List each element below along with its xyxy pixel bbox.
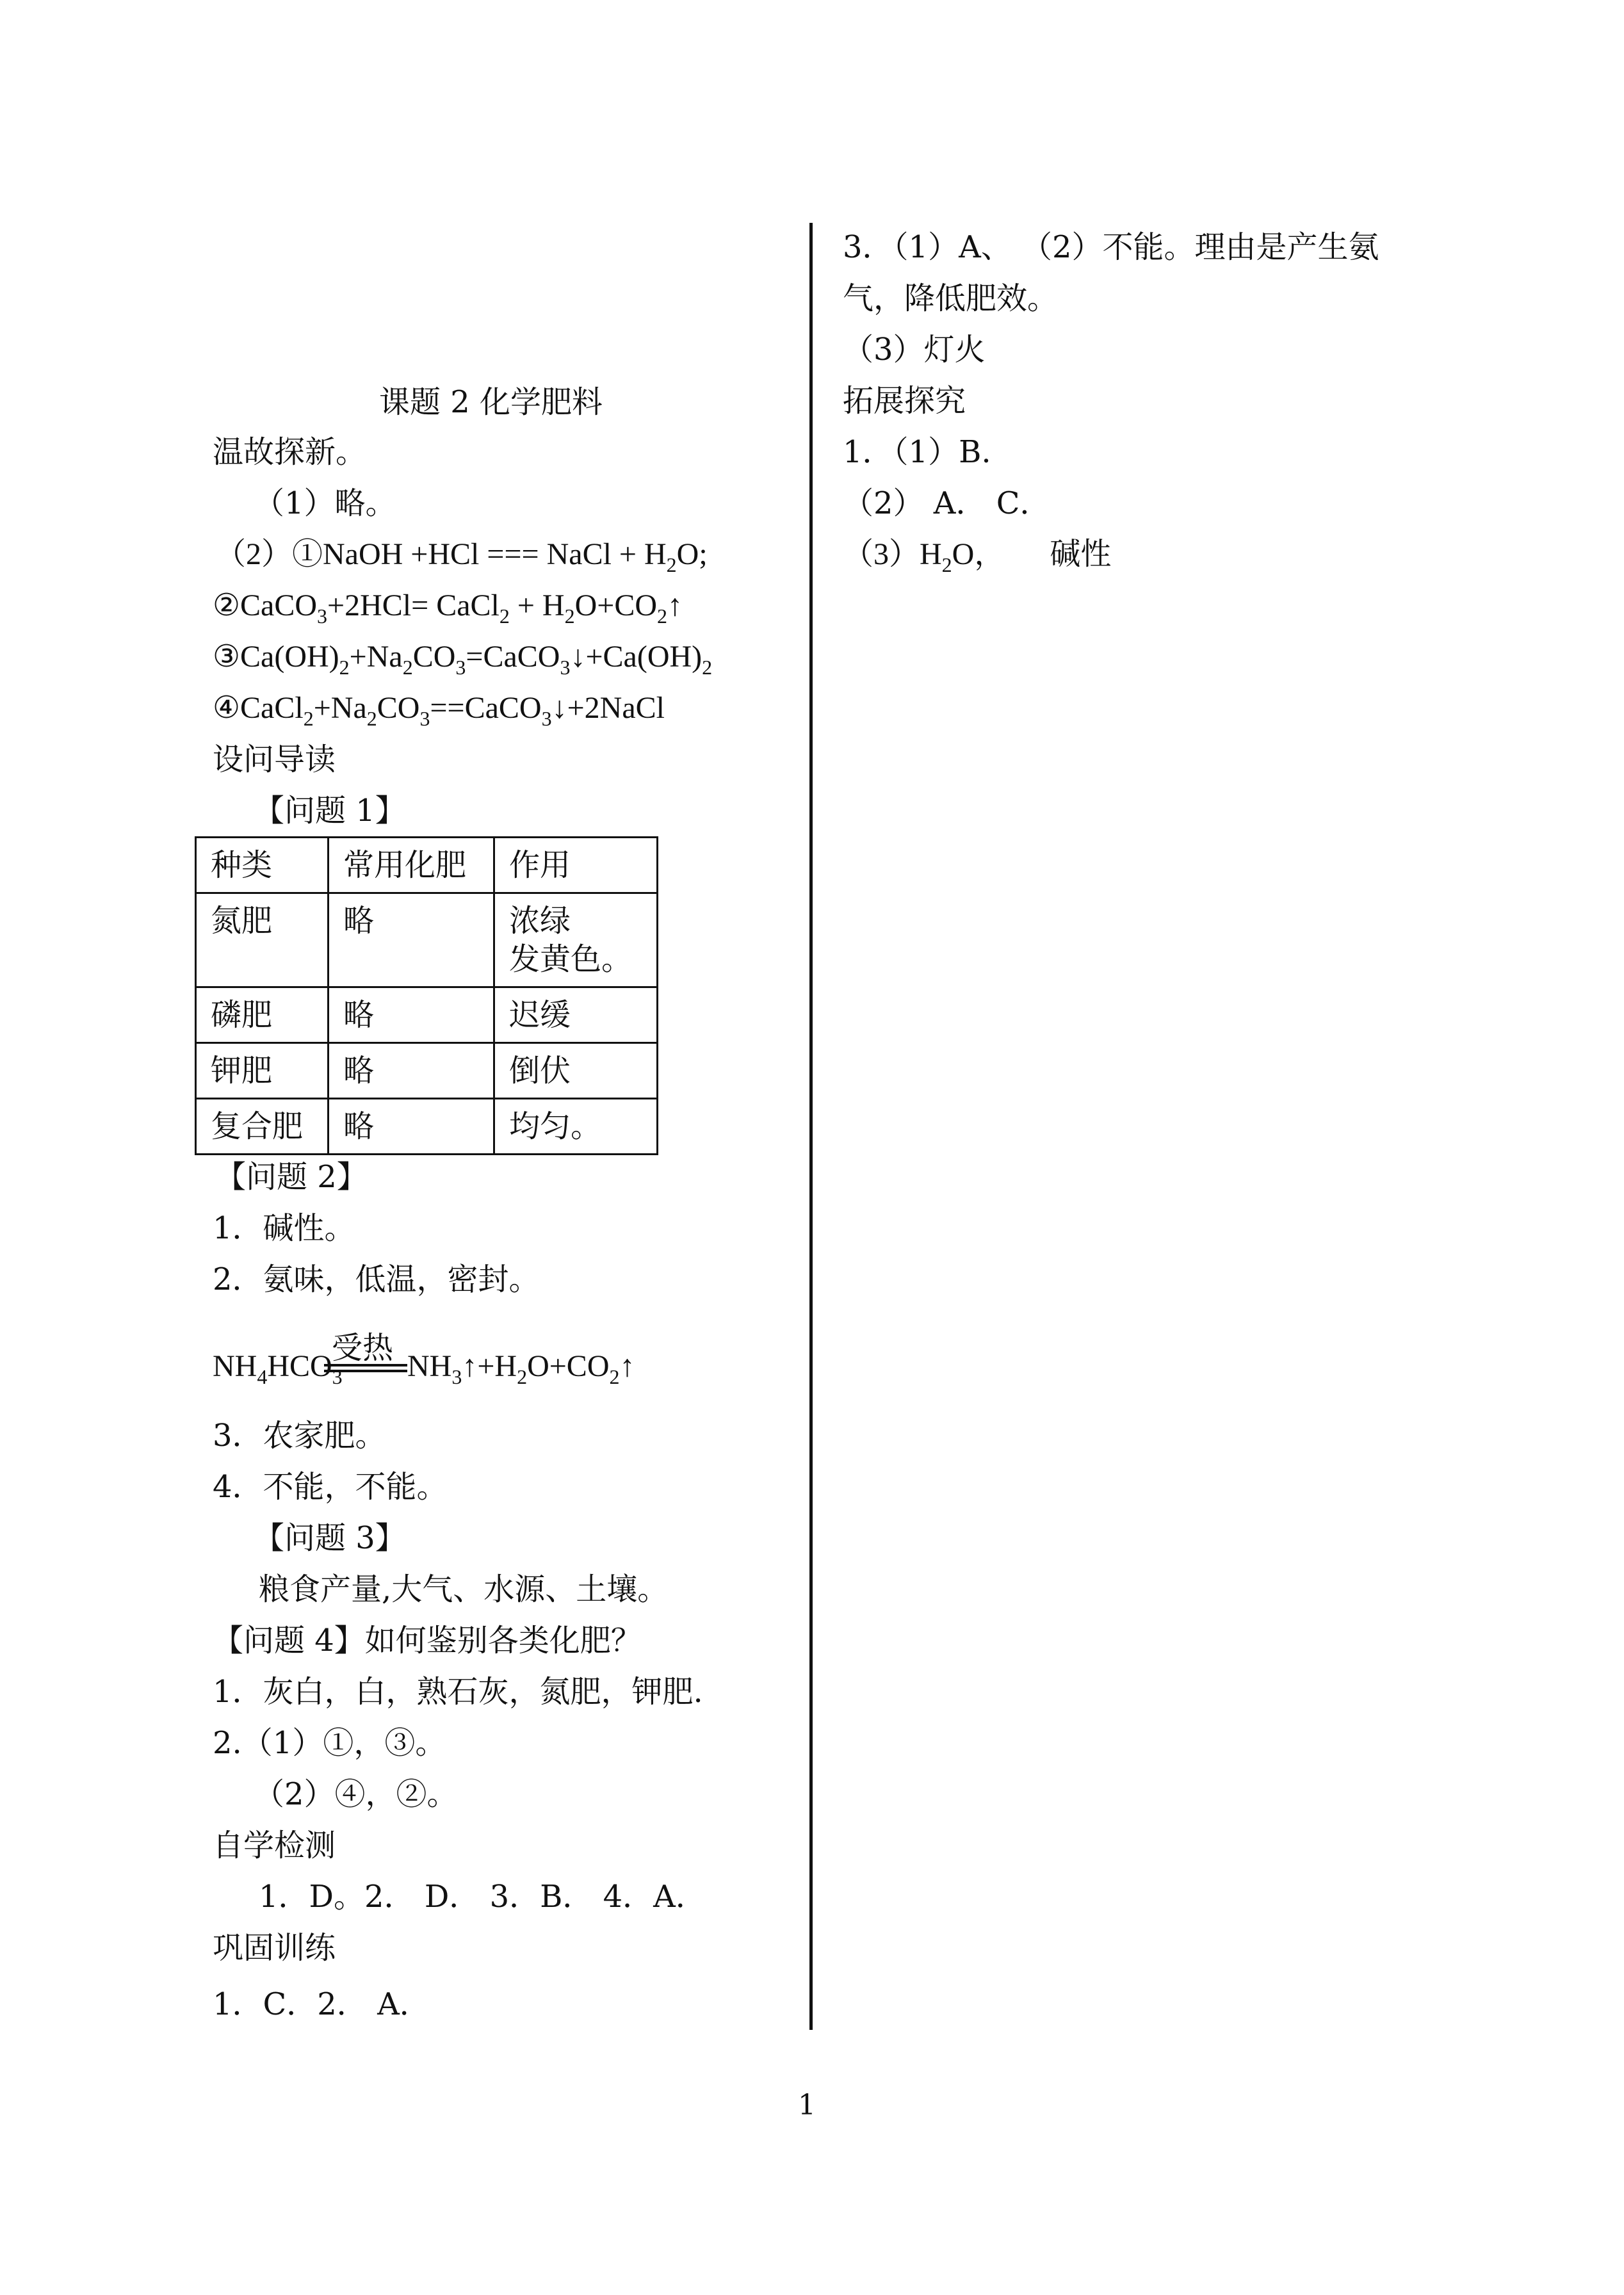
subscript: 2: [609, 1365, 620, 1388]
table-cell: 略: [329, 1099, 494, 1155]
question-2-answer-3: 3．农家肥。: [213, 1418, 386, 1454]
question-2-answer-4: 4．不能，不能。: [213, 1469, 448, 1505]
subscript: 3: [332, 1365, 343, 1388]
question-4-answer-2: 2.（1）①，③。: [213, 1725, 446, 1761]
section-review: 温故探新。: [213, 434, 367, 470]
eq-part: ↑+H: [462, 1349, 517, 1383]
up-arrow: ↑: [619, 1349, 635, 1383]
table-cell: 略: [329, 1043, 494, 1099]
table-cell: 略: [329, 987, 494, 1043]
page-title: 课题 2 化学肥料: [379, 384, 603, 420]
eq-part: O，: [952, 537, 1005, 571]
question-4-answer-1: 1．灰白，白，熟石灰，氮肥，钾肥.: [213, 1674, 703, 1710]
subscript: 2: [657, 604, 668, 628]
question-4-answer-3: （2）④，②。: [254, 1776, 458, 1812]
up-arrow: ↑: [667, 588, 683, 622]
eq-part: ④CaCl: [213, 691, 304, 725]
eq-part: + H: [509, 588, 565, 622]
eq-part: 碱性: [1050, 537, 1112, 571]
table-cell: 迟缓: [494, 987, 658, 1043]
eq-part: （2）①NaOH +HCl === NaCl + H: [215, 537, 667, 571]
subscript: 3: [541, 707, 552, 730]
review-equation-3: [213, 638, 713, 679]
decomposition-products: [407, 1347, 635, 1386]
reaction-condition: 受热: [332, 1330, 394, 1366]
subscript: 2: [402, 656, 413, 679]
section-extension: 拓展探究: [843, 383, 966, 419]
self-test-answers: 1．D。2． D． 3．B． 4．A．: [259, 1879, 706, 1915]
subscript: 2: [564, 604, 575, 628]
eq-part: NH: [213, 1349, 257, 1383]
eq-part: +Na: [313, 691, 367, 725]
subscript: 4: [257, 1365, 268, 1388]
double-line-sign: [324, 1364, 407, 1372]
question-3-answer: 粮食产量,大气、水源、土壤。: [259, 1571, 669, 1607]
eq-part: O+CO: [527, 1349, 610, 1383]
section-consolidation: 巩固训练: [213, 1930, 336, 1966]
question-1-heading: 【问题 1】: [254, 793, 406, 829]
extension-answer-2: （2） A． C．: [843, 485, 1051, 521]
eq-part: HCO: [267, 1349, 332, 1383]
review-equation-1: [215, 535, 708, 574]
right-answer-line-3: （3）灯火: [843, 332, 986, 368]
eq-part: ②CaCO: [213, 588, 318, 622]
review-equation-4: [213, 689, 665, 730]
eq-part: NH: [407, 1349, 452, 1383]
subscript: 2: [666, 553, 677, 576]
section-self-test: 自学检测: [213, 1828, 336, 1863]
decomposition-reactants: [213, 1347, 343, 1386]
eq-part: =CaCO: [466, 640, 560, 674]
eq-part: +Na: [349, 640, 403, 674]
question-4-heading: 【问题 4】如何鉴别各类化肥？: [213, 1623, 642, 1658]
table-header-cell: 种类: [196, 838, 329, 893]
table-cell: 氮肥: [196, 893, 329, 987]
table-cell: 倒伏: [494, 1043, 658, 1099]
right-answer-line-2: 气，降低肥效。: [843, 280, 1059, 316]
table-cell: 钾肥: [196, 1043, 329, 1099]
eq-part: +2HCl= CaCl: [327, 588, 499, 622]
table-header-row: [196, 838, 658, 893]
eq-part: ↓+2NaCl: [551, 691, 665, 725]
question-2-heading: 【问题 2】: [215, 1159, 368, 1195]
subscript: 2: [499, 604, 510, 628]
review-equation-2: [213, 587, 683, 628]
table-cell: 复合肥: [196, 1099, 329, 1155]
eq-part: CO: [412, 640, 456, 674]
question-3-heading: 【问题 3】: [254, 1520, 406, 1556]
right-answer-line-1: 3．（1）A、 （2）不能。理由是产生氨: [843, 229, 1379, 265]
subscript: 2: [303, 707, 314, 730]
question-2-answer-1: 1．碱性。: [213, 1210, 355, 1246]
eq-part: （3）H: [843, 537, 942, 571]
subscript: 2: [517, 1365, 528, 1388]
eq-part: ==CaCO: [430, 691, 542, 725]
eq-part: CO: [377, 691, 420, 725]
table-row: [196, 987, 658, 1043]
subscript: 3: [317, 604, 328, 628]
fertilizer-table: [195, 836, 658, 1155]
subscript: 2: [366, 707, 377, 730]
subscript: 2: [339, 656, 350, 679]
table-row: [196, 1043, 658, 1099]
table-cell: 浓绿 发黄色。: [494, 893, 658, 987]
subscript: 3: [419, 707, 430, 730]
section-guide: 设问导读: [213, 742, 336, 777]
eq-part: O+CO: [574, 588, 658, 622]
table-header-cell: 作用: [494, 838, 658, 893]
subscript: 2: [941, 553, 952, 576]
table-cell: 磷肥: [196, 987, 329, 1043]
page-number: 1: [798, 2089, 816, 2121]
subscript: 2: [702, 656, 713, 679]
extension-answer-1: 1．（1）B.: [843, 434, 991, 470]
subscript: 3: [560, 656, 571, 679]
extension-answer-3: [843, 535, 1111, 574]
question-2-answer-2: 2．氨味，低温，密封。: [213, 1261, 540, 1297]
column-divider: [809, 223, 813, 2030]
eq-part: ↓+Ca(OH): [570, 640, 702, 674]
table-row: [196, 1099, 658, 1155]
eq-part: O;: [676, 537, 708, 571]
eq-part: ③Ca(OH): [213, 640, 339, 674]
subscript: 3: [451, 1365, 462, 1388]
subscript: 3: [455, 656, 466, 679]
table-cell: 略: [329, 893, 494, 987]
table-header-cell: 常用化肥: [329, 838, 494, 893]
review-answer-1: （1）略。: [254, 485, 396, 521]
table-cell: 均匀。: [494, 1099, 658, 1155]
table-row: [196, 893, 658, 987]
consolidation-answers: 1．C．2． A．: [213, 1986, 430, 2022]
